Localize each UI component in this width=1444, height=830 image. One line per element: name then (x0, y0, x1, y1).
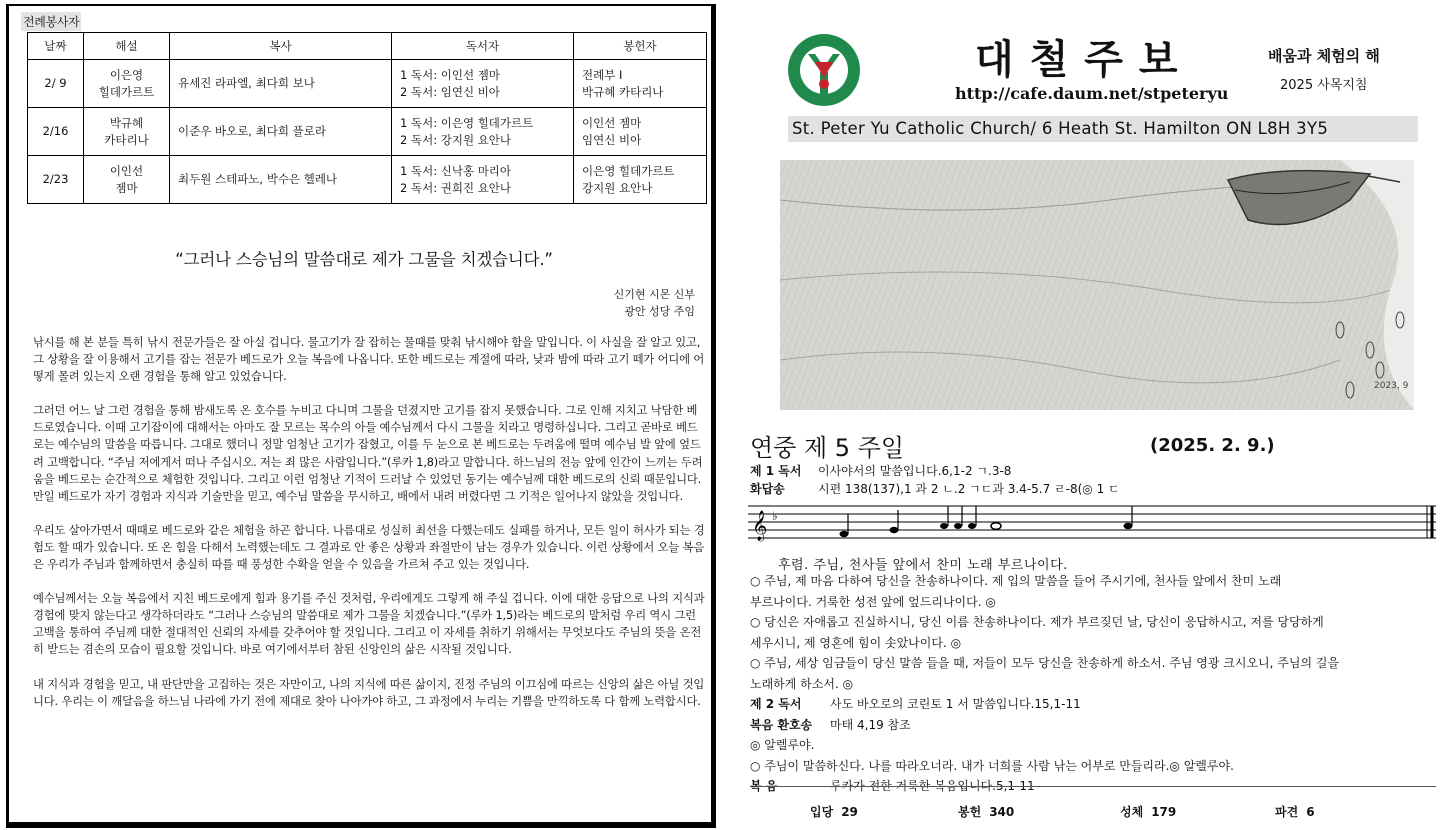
sunday-title: 연중 제 5 주일 (750, 434, 905, 462)
homily-paragraph: 우리도 살아가면서 때때로 베드로와 같은 체험을 하곤 합니다. 나름대로 성실히 최선을 다했는데도 실패를 하거나, 모든 일이 허사가 되는 경험도 할 때가 있습니다. 또 온 힘을 다해서 노력했는데도 그 결과로 안 좋은 상황과 좌절만이 남는 경우가 있습니다. 이런 상황에서 오늘 복음은 우리가 주님과 함께하면서 충실히 따를 때 풍성한 수확을 얻을 수 있음을 가르쳐 주고 있는 것입니다. (33, 523, 705, 572)
alleluia-response: ◎ 알렐루야. (750, 738, 815, 752)
col-date: 날짜 (28, 33, 84, 60)
gospel-acclamation: 복음 환호송 마태 4,19 참조 (750, 717, 911, 732)
psalm-line: 화답송 시편 138(137),1 과 2 ㄴ.2 ㄱㄷ과 3.4-5.7 ㄹ-8(◎ 1 ㄷ (750, 482, 1120, 496)
psalm-verse-line: 부르나이다. 거룩한 성전 앞에 엎드리나이다. ◎ (750, 594, 996, 609)
cell-offertory: 이은영 힐데가르트 강지원 요안나 (574, 156, 707, 204)
cell-altar: 이준우 바오로, 최다희 플로라 (170, 108, 392, 156)
left-page (6, 4, 716, 828)
stats-divider (760, 786, 1436, 787)
cell-commentator: 이은영 힐데가르트 (84, 60, 170, 108)
servers-title: 전례봉사자 (21, 12, 81, 31)
col-commentator: 해설 (84, 33, 170, 60)
cell-date: 2/16 (28, 108, 84, 156)
cell-commentator: 이인선 젬마 (84, 156, 170, 204)
servers-header-row (28, 33, 707, 60)
psalm-verse-line: 노래하게 하소서. ◎ (750, 676, 854, 691)
cafe-url-link[interactable]: http://cafe.daum.net/stpeteryu (955, 84, 1229, 103)
cell-commentator: 박규혜 카타리나 (84, 108, 170, 156)
svg-text:𝄞: 𝄞 (752, 511, 768, 541)
author-name: 신기현 시몬 신부 (613, 288, 695, 301)
gospel-reading: 복 음 루카가 전한 거룩한 복음입니다.5,1-11 (750, 779, 1035, 793)
boat-sketch-image (780, 160, 1414, 410)
cell-readers: 1 독서: 이은영 힐데가르트 2 독서: 강지원 요안나 (392, 108, 574, 156)
psalm-verse-line: 세우시니, 제 영혼에 힘이 솟았나이다. ◎ (750, 635, 962, 650)
cell-readers: 1 독서: 신낙홍 마리아 2 독서: 권희진 요안나 (392, 156, 574, 204)
table-row (28, 60, 707, 108)
second-reading: 제 2 독서 사도 바오로의 코린토 1 서 말씀입니다.15,1-11 (750, 697, 1081, 711)
stat-offertory: 봉헌 340 (958, 805, 1015, 819)
cell-readers: 1 독서: 이인선 젬마 2 독서: 임연신 비아 (392, 60, 574, 108)
stat-communion: 성체 179 (1120, 805, 1177, 819)
sunday-date: (2025. 2. 9.) (1150, 435, 1275, 456)
col-offertory: 봉헌자 (574, 33, 707, 60)
table-row (28, 156, 707, 204)
homily-paragraph: 내 지식과 경험을 믿고, 내 판단만을 고집하는 것은 자만이고, 나의 지식에 따른 삶이지, 진정 주님의 이끄심에 따르는 신앙의 삶은 아닐 것입니다. 우리는 이 깨달음을 하느님 나라에 가기 전에 제대로 찾아 나아가야 하고, 그 과정에서 누리는 기쁨을 만끽하도록 다 함께 노력합시다. (33, 677, 705, 708)
author-parish: 광안 성당 주임 (624, 305, 695, 318)
psalm-verses (750, 571, 1440, 797)
psalm-verse-line: ○ 주님, 제 마음 다하여 당신을 찬송하나이다. 제 입의 말씀을 들어 주시기에, 천사들 앞에서 찬미 노래 (750, 574, 1282, 588)
first-reading: 제 1 독서 이사야서의 말씀입니다.6,1-2 ㄱ.3-8 (750, 464, 1012, 478)
music-staff (748, 500, 1440, 544)
cell-offertory: 전례부 I 박규혜 카타리나 (574, 60, 707, 108)
cell-date: 2/ 9 (28, 60, 84, 108)
church-logo (786, 32, 862, 108)
psalm-verse-line: ○ 당신은 자애롭고 진실하시니, 당신 이름 찬송하나이다. 제가 부르짖던 날, 당신이 응답하시고, 저를 당당하게 (750, 615, 1324, 629)
year-theme: 배움과 체험의 해 (1268, 47, 1380, 65)
homily-quote: “그러나 스승님의 말씀대로 제가 그물을 치겠습니다.” (175, 250, 553, 269)
homily-paragraph: 그러던 어느 날 그런 경험을 통해 밤새도록 온 호수를 누비고 다니며 그물을 던졌지만 고기를 잡지 못했습니다. 그로 인해 지치고 낙담한 베드로였습니다. 이때 고기잡이에 대해서는 아마도 잘 모르는 목수의 아들 예수님께서 다시 그물을 치라고 명령하십니다. 그리고 곧바로 베드로는 예수님의 말씀을 따릅니다. 그대로 했더니 정말 엄청난 고기가 잡혔고, 이를 두 눈으로 본 베드로는 두려움에 떨며 예수님 발 앞에 엎드려 고백합니다. “주님 저에게서 떠나 주십시오. 저는 죄 많은 사람입니다.”(루카 1,8)라고 말합니다. 하느님의 전능 앞에 인간이 느끼는 두려움을 베드로는 순간적으로 체험한 것입니다. 그리고 이런 엄청난 기적이 드러날 수 있었던 동기는 예수님께 대한 베드로의 신뢰 때문입니다. 만일 베드로가 자기 경험과 지식과 기술만을 믿고, 예수님 말씀을 무시하고, 배에서 내려 버렸다면 그 기적은 일어나지 않았을 것입니다. (33, 404, 703, 503)
cell-altar: 유세진 라파엘, 최다희 보나 (170, 60, 392, 108)
servers-table (27, 32, 707, 204)
alleluia-verse: ○ 주님이 말씀하신다. 나를 따라오너라. 내가 너희를 사람 낚는 어부로 만들리라.◎ 알렐루야. (750, 758, 1234, 773)
church-address: St. Peter Yu Catholic Church/ 6 Heath St. Hamilton ON L8H 3Y5 (788, 116, 1418, 142)
masthead-title: 대철주보 (975, 36, 1194, 83)
cell-altar: 최두원 스테파노, 박수은 헬레나 (170, 156, 392, 204)
stat-dismissal: 파견 6 (1275, 805, 1315, 819)
homily-paragraph: 예수님께서는 오늘 복음에서 지친 베드로에게 힘과 용기를 주신 것처럼, 우리에게도 그렇게 해 주실 겁니다. 이에 대한 응답으로 나의 지식과 경험에 맞지 않는다고 생각하더라도 “그러나 스승님의 말씀대로 제가 그물을 치겠습니다.”(루카 1,5)라는 베드로의 말처럼 우리 역시 그런 고백을 통하여 주님께 대한 절대적인 신뢰의 자세를 갖추어야 할 것입니다. 그리고 이 자세를 취하기 위해서는 무엇보다도 주님의 뜻을 온전히 받드는 겸손의 모습이 필요할 것입니다. 바로 여기에서부터 참된 신앙인의 삶은 시작될 것입니다. (33, 592, 705, 657)
psalm-response: 후렴. 주님, 천사들 앞에서 찬미 노래 부르나이다. (778, 558, 1068, 573)
col-altar: 복사 (170, 33, 392, 60)
homily-author (614, 286, 695, 320)
pastoral-guideline: 2025 사목지침 (1280, 78, 1368, 93)
psalm-verse-line: ○ 주님, 세상 임금들이 당신 말씀 들을 때, 저들이 모두 당신을 찬송하게 하소서. 주님 영광 크시오니, 주님의 길을 (750, 656, 1340, 670)
homily-paragraph: 낚시를 해 본 분들 특히 낚시 전문가들은 잘 아실 겁니다. 물고기가 잘 잡히는 물때를 맞춰 낚시해야 함을 말입니다. 이 사실을 잘 알고 있고, 그 상황을 잘 이용해서 고기를 잡는 전문가 베드로가 오늘 복음에 나옵니다. 또한 베드로는 계절에 따라, 낮과 밤에 따라 고기 떼가 어디에 어떻게 몰려 있는지 오랜 경험을 통해 알고 있었습니다. (33, 336, 705, 384)
cell-offertory: 이인선 젬마 임연신 비아 (574, 108, 707, 156)
cell-date: 2/23 (28, 156, 84, 204)
table-row (28, 108, 707, 156)
homily-body (33, 334, 705, 727)
col-readers: 독서자 (392, 33, 574, 60)
readings-top (750, 462, 1440, 498)
stat-entrance: 입당 29 (810, 805, 858, 819)
svg-text:♭: ♭ (772, 509, 778, 523)
sketch-signature: 2023, 9 (1374, 381, 1409, 391)
